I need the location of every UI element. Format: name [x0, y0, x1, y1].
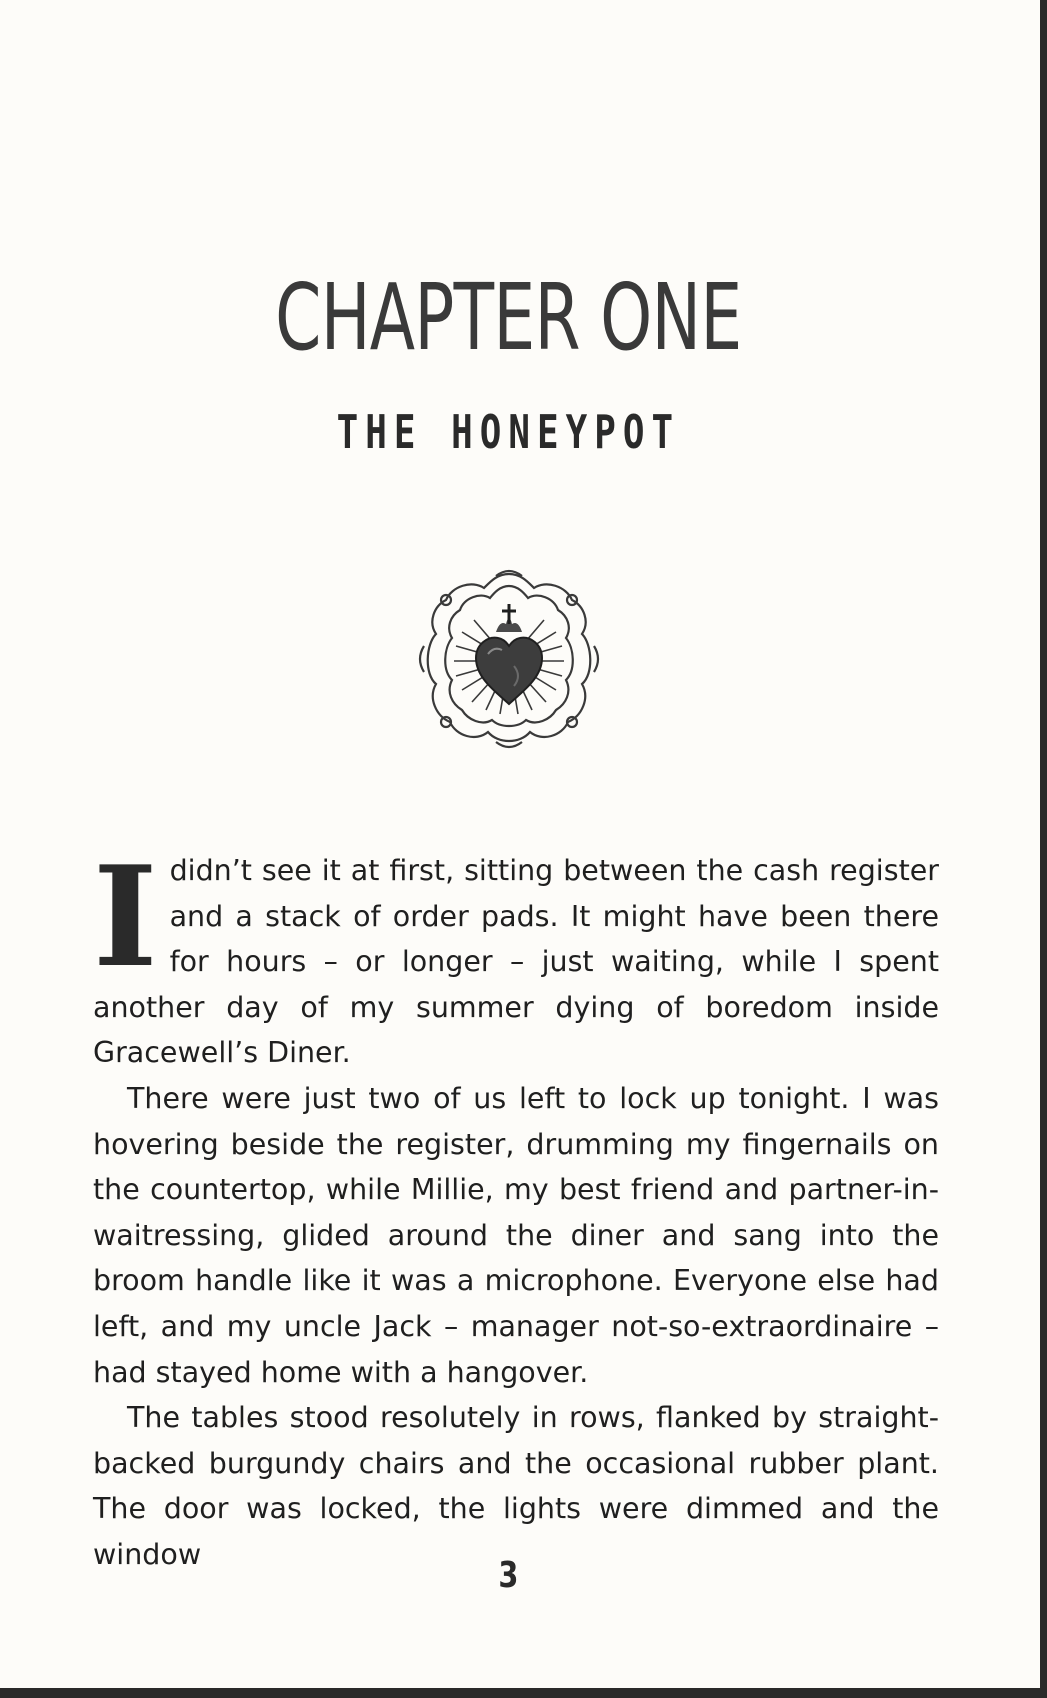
paragraph-2: There were just two of us left to lock up tonight. I was hovering beside the register, drumming my fingernails on the countertop, while Millie, my best friend and partner-in-waitressing, glided around the diner and sang into the broom handle like it was a microphone. Everyone else had left, and my uncle Jack – manager not-so-extraordinaire – had stayed home with a hangover. — [93, 1081, 939, 1389]
ornament-graphic — [416, 566, 602, 752]
paragraph-1 — [93, 835, 939, 1076]
sacred-heart-ornament-icon — [416, 566, 602, 752]
page-number: 3 — [498, 1555, 519, 1596]
drop-cap: I — [93, 835, 158, 998]
chapter-body — [93, 835, 939, 1578]
chapter-title: CHAPTER ONE — [275, 264, 742, 371]
paragraph-1-text: didn’t see it at first, sitting between the cash register and a stack of order pads. It might have been there for hours – or longer – just waiting, while I spent another day of my summer dying of boredom inside Gracewell’s Diner. — [93, 854, 939, 1070]
paragraph-3: The tables stood resolutely in rows, flanked by straight-backed burgundy chairs and the occasional rubber plant. The door was locked, the lights were dimmed and the window — [93, 1401, 939, 1571]
chapter-subtitle: THE HONEYPOT — [336, 405, 681, 459]
